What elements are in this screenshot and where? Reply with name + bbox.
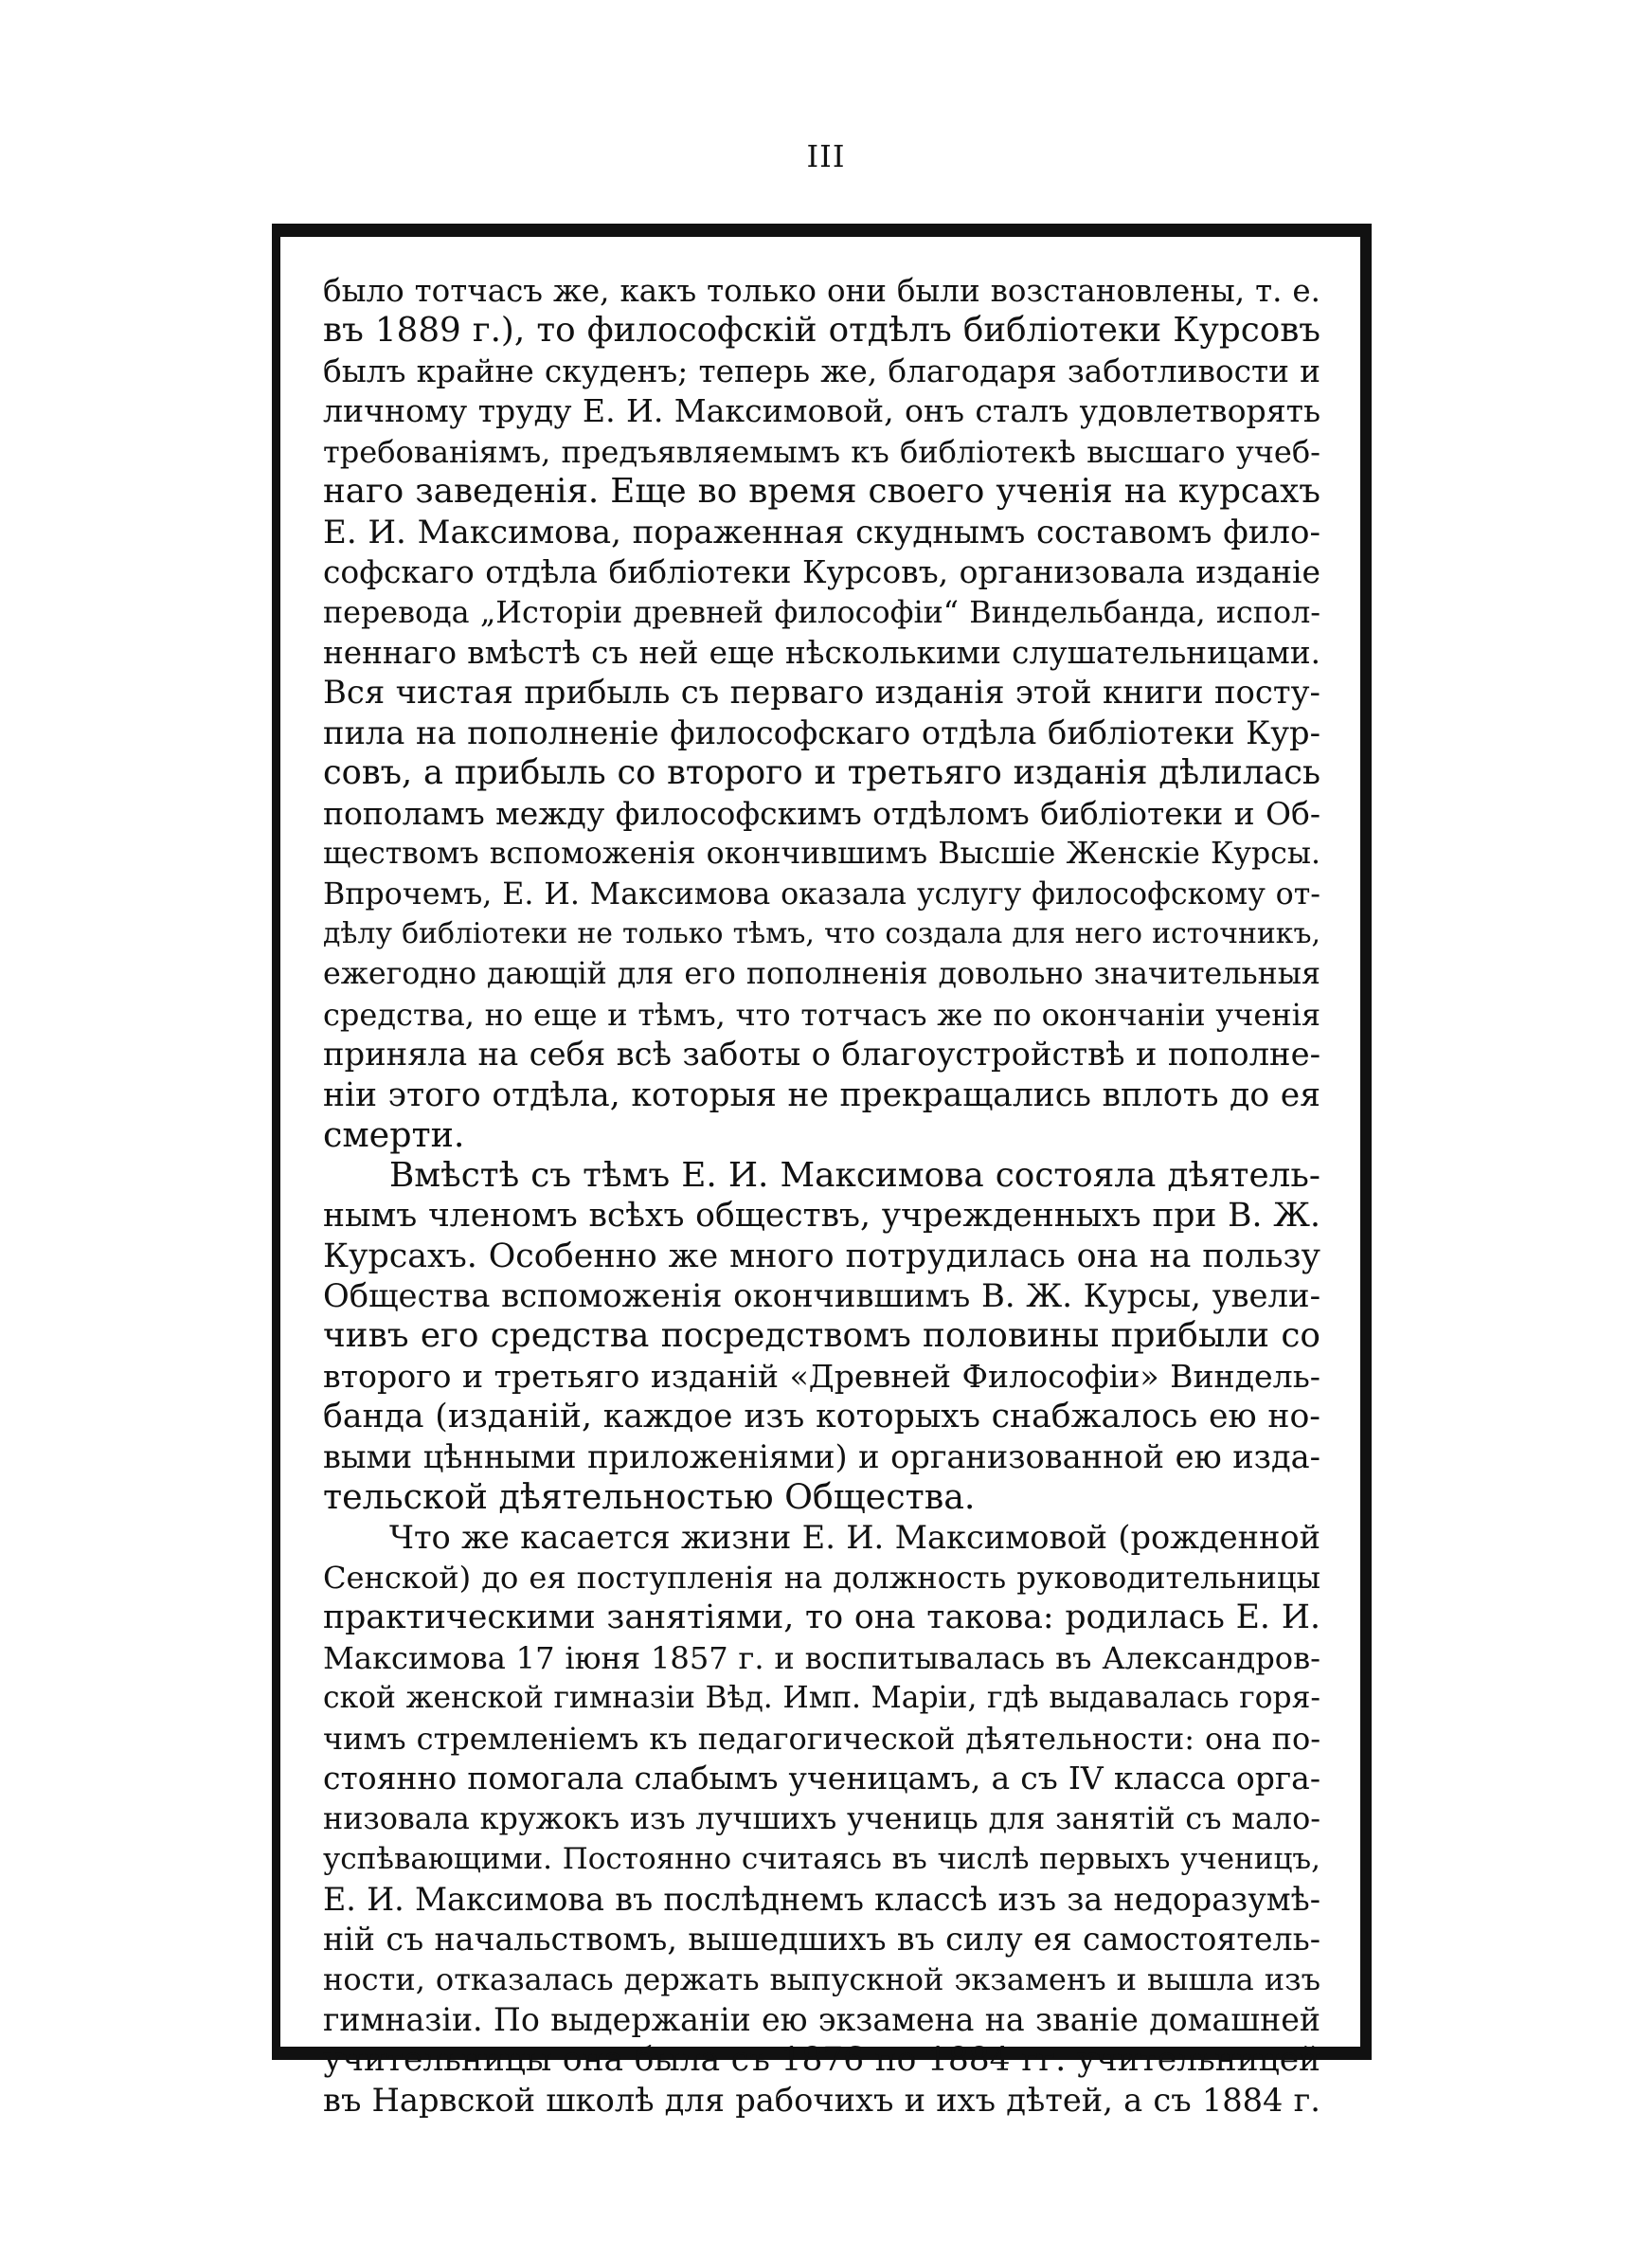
text-line: приняла на себя всѣ заботы о благоустройствѣ и пополне-	[323, 1036, 1320, 1074]
text-line: наго заведенія. Еще во время своего ученія на курсахъ	[323, 472, 1320, 512]
text-line: ежегодно дающій для его пополненія довольно значительныя	[323, 957, 1320, 992]
text-line: выми цѣнными приложеніями) и организованной ею изда-	[323, 1437, 1320, 1475]
text-line: ществомъ вспоможенія окончившимъ Высшіе Женскіе Курсы.	[323, 837, 1320, 872]
page-number: III	[806, 138, 846, 174]
text-line: средства, но еще и тѣмъ, что тотчасъ же по окончаніи ученія	[323, 996, 1320, 1033]
text-line: нымъ членомъ всѣхъ обществъ, учрежденныхъ при В. Ж.	[323, 1197, 1320, 1236]
text-line: чимъ стремленіемъ къ педагогической дѣятельности: она по-	[323, 1720, 1320, 1757]
text-line: пила на пополненіе философскаго отдѣла библіотеки Кур-	[323, 713, 1320, 751]
text-line: ской женской гимназіи Вѣд. Имп. Маріи, гдѣ выдавалась горя-	[323, 1681, 1320, 1716]
text-line: перевода „Исторіи древней философіи“ Виндельбанда, испол-	[323, 595, 1320, 630]
text-line: Вмѣстѣ съ тѣмъ Е. И. Максимова состояла дѣятель-	[389, 1155, 1320, 1195]
text-line: требованіямъ, предъявляемымъ къ библіотекѣ высшаго учеб-	[323, 433, 1320, 470]
text-line: Общества вспоможенія окончившимъ В. Ж. Курсы, увели-	[323, 1276, 1320, 1314]
text-line: ній съ начальствомъ, вышедшихъ въ силу ея самостоятель-	[323, 1920, 1320, 1958]
text-line: ности, отказалась держать выпускной экзаменъ и вышла изъ	[323, 1961, 1320, 1998]
text-line: Сенской) до ея поступленія на должность руководительницы	[323, 1560, 1320, 1596]
text-line: былъ крайне скуденъ; теперь же, благодаря заботливости и	[323, 352, 1320, 389]
text-line: успѣвающими. Постоянно считаясь въ числѣ первыхъ ученицъ,	[323, 1842, 1320, 1877]
text-line: было тотчасъ же, какъ только они были возстановлены, т. е.	[323, 273, 1320, 309]
text-line: личному труду Е. И. Максимовой, онъ сталъ удовлетворять	[323, 392, 1320, 430]
text-line: Курсахъ. Особенно же много потрудилась она на пользу	[323, 1237, 1320, 1275]
text-line: Е. И. Максимова въ послѣднемъ классѣ изъ за недоразумѣ-	[323, 1880, 1320, 1918]
text-line: низовала кружокъ изъ лучшихъ учениць для занятій съ мало-	[323, 1800, 1320, 1836]
text-line: неннаго вмѣстѣ съ ней еще нѣсколькими слушательницами.	[323, 634, 1320, 671]
text-line: чивъ его средства посредствомъ половины прибыли со	[323, 1316, 1320, 1356]
text-line: Е. И. Максимова, пораженная скуднымъ составомъ фило-	[323, 513, 1320, 551]
text-line: тельской дѣятельностью Общества.	[323, 1477, 976, 1518]
text-line: ніи этого отдѣла, которыя не прекращались вплоть до ея	[323, 1075, 1320, 1114]
text-line: практическими занятіями, то она такова: родилась Е. И.	[323, 1598, 1320, 1637]
text-line: Что же касается жизни Е. И. Максимовой (рожденной	[389, 1518, 1320, 1556]
text-block	[323, 271, 1320, 2121]
text-line: стоянно помогала слабымъ ученицамъ, а съ IV класса орга-	[323, 1760, 1320, 1797]
text-line: совъ, а прибыль со второго и третьяго изданія дѣлилась	[323, 753, 1320, 793]
text-line: смерти.	[323, 1115, 465, 1156]
text-line: второго и третьяго изданій «Древней Философіи» Виндель-	[323, 1357, 1320, 1395]
text-line: Впрочемъ, Е. И. Максимова оказала услугу философскому от-	[323, 876, 1320, 912]
text-line: въ Нарвской школѣ для рабочихъ и ихъ дѣтей, а съ 1884 г.	[323, 2081, 1320, 2119]
text-line: софскаго отдѣла библіотеки Курсовъ, организовала изданіе	[323, 553, 1320, 591]
text-line: дѣлу библіотеки не только тѣмъ, что создала для него источникъ,	[323, 917, 1320, 950]
text-line: учительницы она была съ 1876 по 1884 гг. учительницей	[323, 2041, 1320, 2080]
text-line: Вся чистая прибыль съ перваго изданія этой книги посту-	[323, 674, 1320, 712]
text-line: въ 1889 г.), то философскій отдѣлъ библіотеки Курсовъ	[323, 311, 1320, 351]
text-line: пополамъ между философскимъ отдѣломъ библіотеки и Об-	[323, 794, 1320, 832]
text-line: банда (изданій, каждое изъ которыхъ снабжалось ею но-	[323, 1398, 1320, 1436]
text-line: Максимова 17 іюня 1857 г. и воспитывалась въ Александров-	[323, 1639, 1320, 1676]
text-line: гимназіи. По выдержаніи ею экзамена на званіе домашней	[323, 2000, 1320, 2038]
